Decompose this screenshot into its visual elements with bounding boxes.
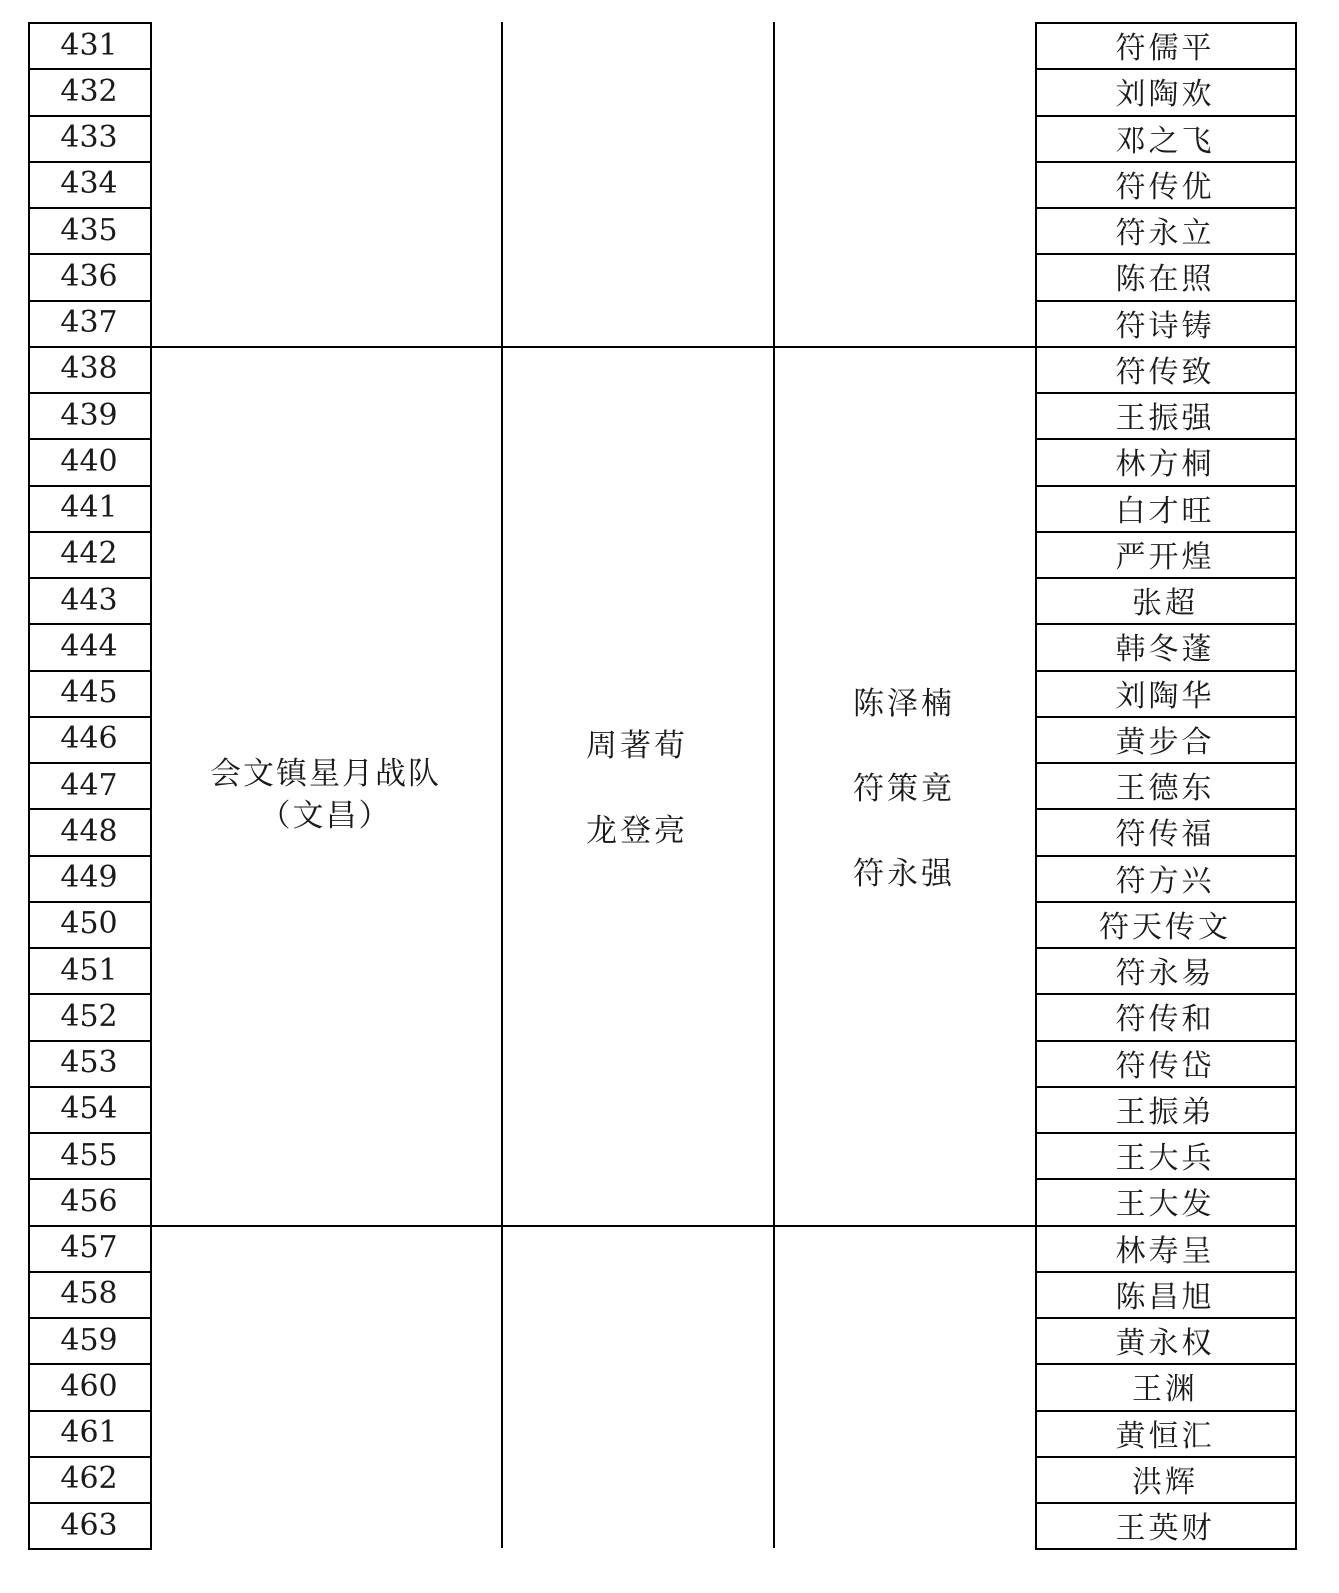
row-number: 441 — [60, 490, 118, 526]
row-number: 450 — [60, 906, 118, 942]
leader-name: 周著荀 — [586, 728, 688, 765]
member-name: 林寿呈 — [1115, 1233, 1215, 1269]
member-name: 陈昌旭 — [1115, 1279, 1215, 1315]
member-name: 符儒平 — [1115, 31, 1215, 67]
member-name: 符传福 — [1115, 817, 1215, 853]
row-number: 445 — [60, 675, 118, 711]
member-name: 符方兴 — [1115, 863, 1215, 899]
column-divider — [773, 22, 775, 1548]
row-number: 455 — [60, 1137, 118, 1173]
group-divider — [150, 1225, 1035, 1227]
member-name: 符天传文 — [1099, 909, 1231, 945]
member-name: 张超 — [1132, 586, 1198, 622]
row-number: 449 — [60, 860, 118, 896]
group-divider — [150, 346, 1035, 348]
row-number: 452 — [60, 998, 118, 1034]
member-name: 王大兵 — [1115, 1141, 1215, 1177]
member-name: 白才旺 — [1115, 493, 1215, 529]
member-name: 符传和 — [1115, 1002, 1215, 1038]
row-number: 463 — [60, 1507, 118, 1543]
row-number: 434 — [60, 166, 118, 202]
member-name: 刘陶华 — [1115, 678, 1215, 714]
row-number: 451 — [60, 952, 118, 988]
member-name: 陈在照 — [1115, 262, 1215, 298]
member-name: 黄永权 — [1115, 1326, 1215, 1362]
member-name: 符传岱 — [1115, 1048, 1215, 1084]
member-name: 王德东 — [1115, 771, 1215, 807]
row-number: 440 — [60, 443, 118, 479]
row-number: 443 — [60, 582, 118, 618]
coach-name: 陈泽楠 — [853, 685, 955, 722]
member-name: 洪辉 — [1132, 1464, 1198, 1500]
row-number: 439 — [60, 397, 118, 433]
member-name: 黄步合 — [1115, 724, 1215, 760]
row-number: 460 — [60, 1368, 118, 1404]
coach-name: 符永强 — [853, 855, 955, 892]
member-name: 林方桐 — [1115, 447, 1215, 483]
coach-name: 符策竟 — [853, 770, 955, 807]
coach-cell — [773, 346, 1035, 1225]
row-number: 459 — [60, 1322, 118, 1358]
row-number: 457 — [60, 1230, 118, 1266]
row-number: 461 — [60, 1415, 118, 1451]
row-number: 435 — [60, 212, 118, 248]
row-number: 431 — [60, 27, 118, 63]
team-name: 会文镇星月战队 — [210, 756, 441, 793]
team-name-cell — [150, 346, 501, 1235]
member-name: 王渊 — [1132, 1372, 1198, 1408]
member-name: 符诗铸 — [1115, 308, 1215, 344]
leader-cell — [501, 346, 773, 1225]
member-name: 韩冬蓬 — [1115, 632, 1215, 668]
member-name: 黄恒汇 — [1115, 1418, 1215, 1454]
row-number: 448 — [60, 813, 118, 849]
row-number: 446 — [60, 721, 118, 757]
row-number: 438 — [60, 351, 118, 387]
row-number: 436 — [60, 258, 118, 294]
member-name: 严开煌 — [1115, 539, 1215, 575]
member-name: 符永立 — [1115, 216, 1215, 252]
member-name: 刘陶欢 — [1115, 77, 1215, 113]
row-number: 453 — [60, 1045, 118, 1081]
column-divider — [501, 22, 503, 1548]
row-number: 432 — [60, 73, 118, 109]
member-name: 王英财 — [1115, 1511, 1215, 1547]
row-number: 462 — [60, 1461, 118, 1497]
member-name: 王振弟 — [1115, 1094, 1215, 1130]
row-number: 437 — [60, 305, 118, 341]
member-name: 符传致 — [1115, 354, 1215, 390]
member-name: 符传优 — [1115, 169, 1215, 205]
row-number: 433 — [60, 120, 118, 156]
row-number: 442 — [60, 536, 118, 572]
team-region: （文昌） — [259, 798, 392, 835]
row-number: 447 — [60, 767, 118, 803]
row-number: 444 — [60, 628, 118, 664]
row-number: 456 — [60, 1183, 118, 1219]
member-name: 王振强 — [1115, 401, 1215, 437]
row-number: 454 — [60, 1091, 118, 1127]
member-name: 邓之飞 — [1115, 123, 1215, 159]
row-number: 458 — [60, 1276, 118, 1312]
member-name: 王大发 — [1115, 1187, 1215, 1223]
member-name: 符永易 — [1115, 956, 1215, 992]
leader-name: 龙登亮 — [586, 813, 688, 850]
